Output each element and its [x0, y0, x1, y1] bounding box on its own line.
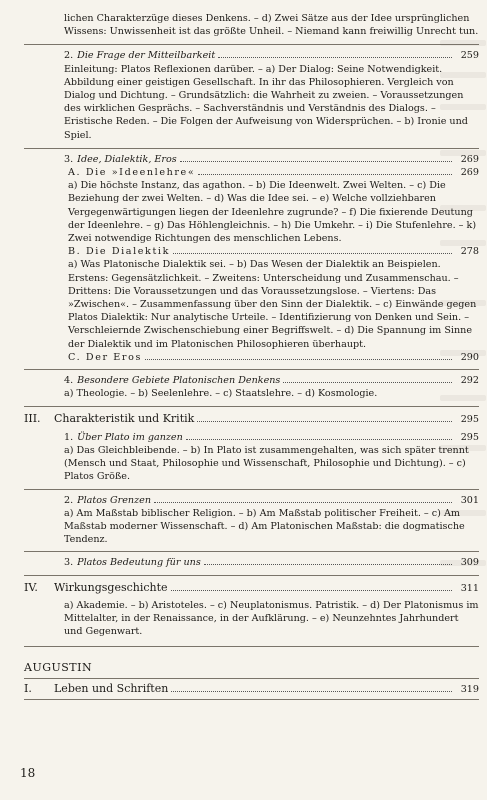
chapter-numeral: I. [24, 681, 32, 695]
leader-dots [204, 556, 452, 565]
toc-entry-mitteilbarkeit[interactable] [64, 49, 479, 62]
entry-page: 301 [460, 494, 479, 506]
page-number: 18 [20, 766, 36, 780]
entry-title: Platos Grenzen [77, 494, 152, 506]
subentry-page: 290 [460, 351, 479, 363]
leader-dots [171, 581, 452, 591]
chapter-numeral: IV. [24, 580, 38, 594]
entry-summary: a) Theologie. – b) Seelenlehre. – c) Staatslehre. – d) Kosmologie. [64, 388, 378, 400]
section-divider [24, 406, 479, 407]
subentry-title: A. Die »Ideenlehre« [68, 167, 196, 179]
entry-title: Über Plato im ganzen [77, 431, 183, 443]
chapter-summary: a) Akademie. – b) Aristoteles. – c) Neuplatonismus. Patristik. – d) Der Platonismus im Mittelalter, in der Renaissance, in der Aufklärung. – e) Neunzehntes Jahrhundert und Gegenwart. [64, 599, 479, 638]
entry-number: 2. [64, 50, 74, 62]
entry-number: 3. [64, 557, 74, 569]
entry-page: 309 [460, 557, 479, 569]
toc-entry-platos-bedeutung[interactable] [64, 556, 479, 569]
subentry-page: 278 [460, 246, 479, 258]
entry-page: 295 [460, 431, 479, 443]
entry-title: Besondere Gebiete Platonischen Denkens [77, 375, 281, 387]
entry-number: 1. [64, 431, 74, 443]
entry-title: Idee, Dialektik, Eros [77, 153, 177, 165]
subentry-title: C. Der Eros [68, 351, 142, 363]
subentry-summary: a) Was Platonische Dialektik sei. – b) Das Wesen der Dialektik an Beispielen. Erstens: Gegensätzlichkeit. – Zweitens: Unterscheidung und Zusammenschau. – Drittens: Die Voraussetzungen und das Voraussetzungslose. – Viertens: Das »Zwischen«. – Zusammenfassung über den Sinn der Dialektik. – c) Einwände gegen Platos Dialektik: Nur analytische Urteile. – Identifizierung von Denken und Sein. – Verschleiernde Zwischenschiebung einer Begriffswelt. – d) Die Spannung im Sinne der Dialektik und im Platonischen Philosophieren überhaupt. [68, 259, 477, 350]
leader-dots [154, 494, 452, 503]
entry-page: 269 [460, 153, 479, 165]
entry-summary: a) Am Maßstab biblischer Religion. – b) Am Maßstab politischer Freiheit. – c) Am Maßstab moderner Wissenschaft. – d) Am Platonischen Maßstab: die dogmatische Tendenz. [64, 507, 465, 546]
chapter-numeral: III. [24, 412, 41, 426]
chapter-title: Leben und Schriften [54, 681, 169, 695]
entry-summary: Einleitung: Platos Reflexionen darüber. – a) Der Dialog: Seine Notwendigkeit. Abbildung einer geistigen Gesellschaft. In ihr das Philosophieren. Vergleich von Dialog und Dichtung. – Grundsätzlich: die Wahrheit zu zweien. – Voraussetzungen des wirklichen Gesprächs. – Sachverständnis und Verständnis des Dialogs. – Eristische Reden. – Die Folgen der Aufweisung von Widersprüchen. – b) Ironie und Spiel. [64, 63, 468, 141]
chapter-page: 311 [460, 582, 479, 594]
toc-entry-idee-dialektik-eros[interactable] [64, 153, 479, 166]
section-divider [24, 575, 479, 576]
toc-subentry-ideenlehre[interactable] [68, 166, 479, 179]
toc-entry-platos-grenzen[interactable] [64, 494, 479, 507]
leader-dots [283, 374, 452, 383]
philosopher-heading: AUGUSTIN [24, 661, 93, 675]
chapter-title: Charakteristik und Kritik [54, 412, 195, 426]
section-divider [24, 44, 479, 45]
toc-subentry-eros[interactable] [68, 351, 479, 364]
entry-number: 2. [64, 494, 74, 506]
section-divider [24, 489, 479, 490]
toc-entry-besondere-gebiete[interactable] [64, 374, 479, 387]
entry-number: 4. [64, 375, 74, 387]
subentry-page: 269 [460, 167, 479, 179]
entry-title: Die Frage der Mitteilbarkeit [77, 50, 216, 62]
entry-title: Platos Bedeutung für uns [77, 557, 201, 569]
subentry-summary: a) Die höchste Instanz, das agathon. – b) Die Ideenwelt. Zwei Welten. – c) Die Beziehung der zwei Welten. – d) Was die Idee sei. – e) Welche vollziehbaren Vergegenwärtigungen liegen der Ideenlehre zugrunde? – f) Die fixierende Deutung der Ideenlehre. – g) Das Höhlengleichnis. – h) Die Umkehr. – i) Die Stufenlehre. – k) Zwei notwendige Richtungen des menschlichen Lebens. [68, 180, 477, 245]
entry-page: 259 [460, 50, 479, 62]
section-divider [24, 551, 479, 552]
chapter-page: 295 [460, 414, 479, 426]
chapter-title: Wirkungsgeschichte [54, 580, 168, 594]
leader-dots [198, 166, 452, 175]
section-divider [24, 678, 479, 679]
subentry-title: B. Die Dialektik [68, 246, 171, 258]
leader-dots [197, 412, 452, 422]
leader-dots [180, 153, 452, 162]
toc-subentry-dialektik[interactable] [68, 245, 479, 258]
section-divider [24, 148, 479, 149]
chapter-page: 319 [460, 683, 479, 695]
toc-chapter-charakteristik[interactable] [24, 412, 479, 426]
leader-dots [186, 431, 452, 440]
leader-dots [171, 682, 452, 692]
toc-chapter-leben-und-schriften[interactable] [24, 682, 479, 696]
leader-dots [218, 49, 452, 58]
entry-summary: a) Das Gleichbleibende. – b) In Plato ist zusammengehalten, was sich später trennt (Mensch und Staat, Philosophie und Wissenschaft, Philosophie und Dichtung). – c) Platos Größe. [64, 444, 469, 483]
toc-entry-ueber-plato[interactable] [64, 431, 479, 444]
entry-number: 3. [64, 153, 74, 165]
toc-content [24, 12, 479, 700]
section-divider [24, 699, 479, 700]
continued-paragraph: lichen Charakterzüge dieses Denkens. – d) Zwei Sätze aus der Idee ursprünglichen Wissens: Unwissenheit ist das größte Unheil. – Niemand kann freiwillig Unrecht tun. [64, 13, 479, 38]
leader-dots [145, 351, 452, 360]
section-divider [24, 369, 479, 370]
section-divider [24, 646, 479, 647]
entry-page: 292 [460, 375, 479, 387]
toc-chapter-wirkungsgeschichte[interactable] [24, 581, 479, 595]
leader-dots [173, 245, 452, 254]
